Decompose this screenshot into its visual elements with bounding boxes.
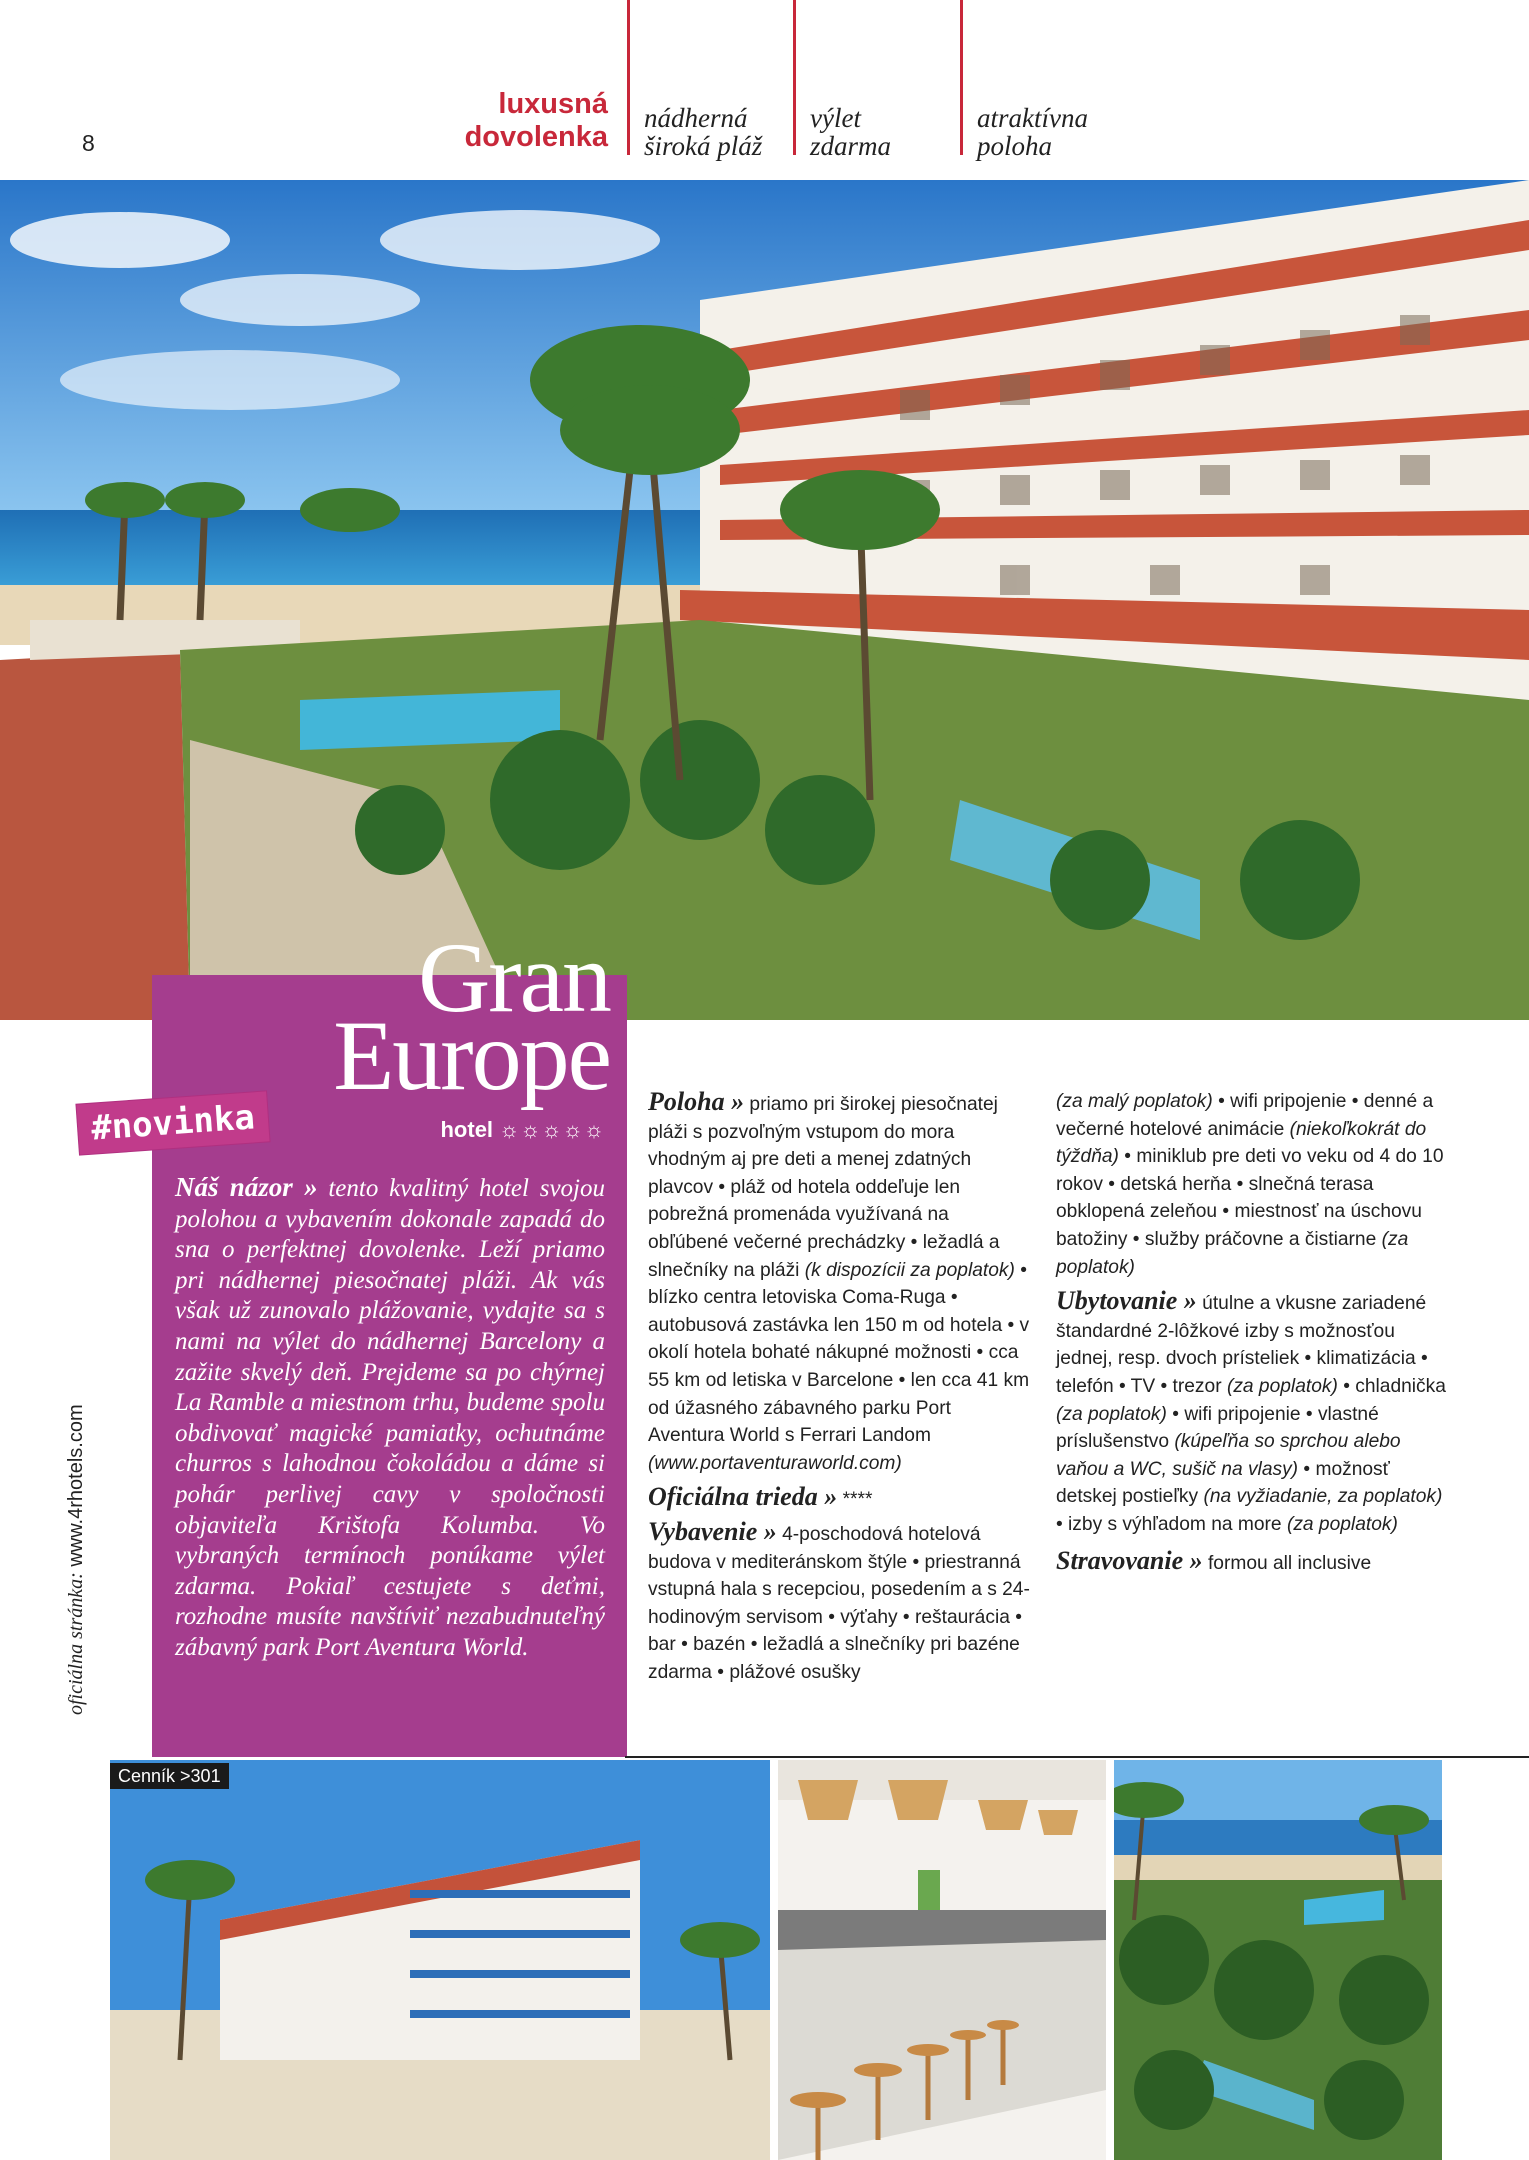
info-column-2 (648, 1088, 1030, 1686)
tag-luxury-line1: luxusná (498, 88, 608, 120)
poloha-note: (k dispozícii za poplatok) (804, 1259, 1015, 1281)
poloha-link[interactable]: (www.portaventuraworld.com) (648, 1452, 902, 1474)
page-number: 8 (82, 130, 95, 156)
website-link[interactable]: www.4rhotels.com (65, 1404, 87, 1567)
hotel-title-line1: Gran (418, 922, 610, 1033)
opinion-body: tento kvalitný hotel svojou polohou a vybavením dokonale zapadá do sna o perfektnej dovolenke. Leží priamo pri nádhernej piesočnatej pláži. Ak vás však už zunovalo plážovanie, vydajte sa s nami na výlet do nádhernej Barcelony a zažite skvelý deň. Prejdeme sa po chýrnej La Ramble a miestnom trhu, budeme spolu obdivovať magické pamiatky, ochutnáme churros s lahodnou čokoládou a dáme si pohár perlivej cavy v spoločnosti objaviteľa Krištofa Kolumba. Vo vybraných termínoch ponúkame výlet zdarma. Pokiaľ cestujete s deťmi, rozhodne musíte navštíviť nezabudnuteľný zábavný park Port Aventura World. (175, 1175, 606, 1661)
photo-bar (778, 1760, 1106, 2160)
ubytovanie-note: (za poplatok) (1226, 1375, 1338, 1397)
stars-icon: ☼☼☼☼☼ (499, 1117, 605, 1142)
vybavenie-text-3: • miniklub pre deti vo veku od 4 do 10 rokov • detská herňa • slnečná terasa obklopená zeleňou • miestnosť na úschovu batožiny • služby práčovne a čistiarne (1056, 1146, 1444, 1250)
vybavenie-text: 4-poschodová hotelová budova v mediteránskom štýle • priestranná vstupná hala s recepciou, posedením a s 24-hodinovým servisom • výťahy • reštaurácia • bar • bazén • ležadlá a slnečníky pri bazéne zdarma • plážové osušky (648, 1523, 1030, 1683)
opinion-label: Náš názor » (175, 1172, 318, 1202)
opinion-text (175, 1172, 605, 1664)
vybavenie-note-3: (za poplatok) (1056, 1228, 1409, 1278)
tag-trip-line2: zdarma (810, 131, 892, 161)
ubytovanie-note-3: (kúpeľňa so sprchou alebo vaňou a WC, sušič na vlasy) (1056, 1431, 1401, 1480)
hero-photo (0, 180, 1529, 1020)
tag-location (977, 104, 1088, 160)
trieda-heading: Oficiálna trieda » (648, 1482, 838, 1512)
divider (960, 0, 963, 155)
website-label: oficiálna stránka: (65, 1572, 87, 1715)
tag-trip (810, 104, 891, 160)
ubytovanie-note-4: (na vyžiadanie, za poplatok) (1203, 1486, 1443, 1508)
poloha-text-2: • blízko centra letoviska Coma-Ruga • autobusová zastávka len 150 m od hotela • v okolí hotela bohaté nákupné možnosti • cca 55 km od letiska v Barcelone • len cca 41 km od úžasného zábavného parku Port Aventura World s Ferrari Landom (648, 1259, 1030, 1447)
pricelist-label[interactable]: Cenník >301 (110, 1763, 229, 1789)
ubytovanie-text-4: • možnosť detskej postieľky (1056, 1458, 1390, 1508)
tag-luxury (420, 88, 608, 154)
stravovanie-text: formou all inclusive (1207, 1552, 1372, 1574)
ubytovanie-text-2: • chladnička (1343, 1375, 1446, 1397)
poloha-text: priamo pri širokej piesočnatej pláži s pozvoľným vstupom do mora vhodným aj pre deti a menej zdatných plavcov • pláž od hotela oddeľuje len pobrežná promenáda využívaná na obľúbené večerné prechádzky • ležadlá a slnečníky na pláži (648, 1094, 1000, 1281)
divider (625, 1756, 1529, 1758)
tag-location-line1: atraktívna (977, 103, 1088, 133)
info-column-3 (1056, 1088, 1446, 1577)
hotel-category (400, 1117, 605, 1143)
ubytovanie-text-3: • wifi pripojenie • vlastné príslušenstvo (1056, 1403, 1379, 1453)
tag-beach-line2: široká pláž (644, 131, 763, 161)
tag-beach-line1: nádherná (644, 103, 748, 133)
tag-location-line2: poloha (977, 131, 1053, 161)
poloha-heading: Poloha » (648, 1087, 745, 1116)
ubytovanie-note-2: (za poplatok) (1056, 1403, 1167, 1425)
hotel-title-line2: Europe (333, 1000, 610, 1111)
ubytovanie-heading: Ubytovanie » (1056, 1286, 1197, 1316)
ubytovanie-note-5: (za poplatok) (1286, 1513, 1398, 1535)
hotel-type-label: hotel (440, 1117, 494, 1142)
vybavenie-heading: Vybavenie » (648, 1516, 777, 1546)
photo-hotel-exterior (110, 1760, 770, 2160)
photo-garden-aerial (1114, 1760, 1442, 2160)
ubytovanie-text: útulne a vkusne zariadené štandardné 2-lôžkové izby s možnosťou jednej, resp. dvoch prísteliek • klimatizácia • telefón • TV • trezor (1056, 1293, 1428, 1397)
website-line (65, 1335, 95, 1715)
vybavenie-note: (za malý poplatok) (1056, 1091, 1213, 1112)
tag-beach (644, 104, 762, 160)
divider (793, 0, 796, 155)
vybavenie-note-2: (niekoľkokrát do týždňa) (1056, 1118, 1427, 1168)
stravovanie-heading: Stravovanie » (1056, 1545, 1203, 1575)
novinka-badge: #novinka (76, 1091, 269, 1154)
vybavenie-text-2: • wifi pripojenie • denné a večerné hotelové animácie (1056, 1091, 1434, 1140)
trieda-stars: **** (842, 1489, 873, 1511)
tag-trip-line1: výlet (810, 103, 861, 133)
tag-luxury-line2: dovolenka (464, 121, 608, 153)
divider (627, 0, 630, 155)
ubytovanie-text-5: • izby s výhľadom na more (1056, 1513, 1282, 1535)
